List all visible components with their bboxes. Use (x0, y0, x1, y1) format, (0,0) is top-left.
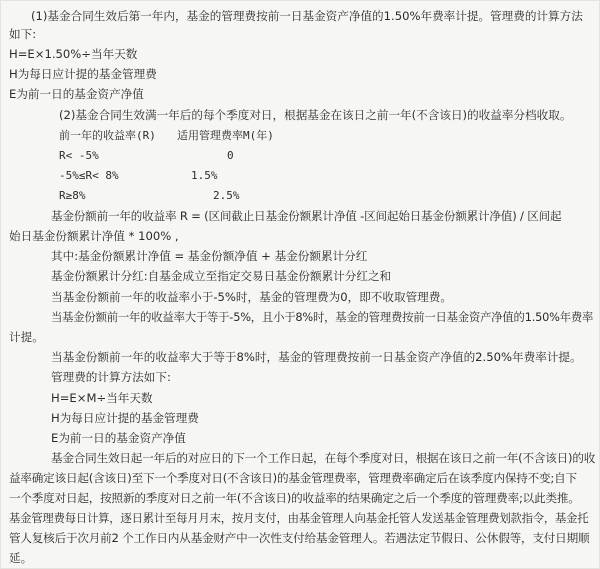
return-formula-line-2: 始日基金份额累计净值 * 100% , (9, 229, 179, 243)
rate-table-row-3-rate: 2.5% (213, 189, 240, 202)
rate-table-row-2-range: -5%≤R< 8% (59, 169, 119, 182)
tier-3-rule: 当基金份额前一年的收益率大于等于8%时，基金的管理费按前一日基金资产净值的2.50%年费率计提。 (51, 350, 582, 364)
rate-table-row-3-range: R≥8% (59, 189, 86, 202)
rate-table-row-1-range: R< -5% (59, 149, 99, 162)
clause-2-line-1: (2)基金合同生效满一年后的每个季度对日，根据基金在该日之前一年(不含该日)的收益率分档收取。 (59, 108, 572, 122)
formula-2: H=E×M÷当年天数 (51, 391, 153, 405)
return-formula-line-1: 基金份额前一年的收益率 R = (区间截止日基金份额累计净值 -区间起始日基金份额累计净值) / 区间起 (51, 209, 562, 223)
adjustment-para-line-3: 一个季度对日起，按照新的季度对日之前一年(不含该日)的收益率的结果确定之后一个季度的管理费率;以此类推。 (9, 491, 580, 505)
formula-1: H=E×1.50%÷当年天数 (9, 47, 138, 61)
payment-para-line-2: 管人复核后于次月前2 个工作日内从基金财产中一次性支付给基金管理人。若遇法定节假日、公休假等，支付日期顺 (9, 531, 590, 545)
formula-1-e-definition: E为前一日的基金资产净值 (9, 87, 144, 101)
cumulative-dividend-definition: 基金份额累计分红:自基金成立至指定交易日基金份额累计分红之和 (51, 269, 392, 283)
rate-table-header-fee-rate: 适用管理费率M(年) (177, 129, 274, 142)
formula-2-e-definition: E为前一日的基金资产净值 (51, 431, 186, 445)
rate-table-header-return: 前一年的收益率(R) (59, 129, 156, 142)
rate-table-row-2-rate: 1.5% (191, 169, 218, 182)
formula-2-h-definition: H为每日应计提的基金管理费 (51, 411, 199, 425)
tier-1-rule: 当基金份额前一年的收益率小于-5%时，基金的管理费为0，即不收取管理费。 (51, 290, 452, 304)
cumulative-nav-definition: 其中:基金份额累计净值 = 基金份额净值 + 基金份额累计分红 (51, 249, 368, 263)
calculation-method-heading: 管理费的计算方法如下: (51, 370, 171, 384)
rate-table-row-1-rate: 0 (227, 149, 234, 162)
payment-para-line-1: 基金管理费每日计算，逐日累计至每月月末，按月支付，由基金管理人向基金托管人发送基金管理费划款指令，基金托 (9, 511, 589, 525)
payment-para-line-3: 延。 (9, 551, 33, 565)
adjustment-para-line-2: 益率确定该日起(含该日)至下一个季度对日(不含该日)的基金管理费率，管理费率确定后在该季度内保持不变;自下 (9, 471, 577, 485)
clause-1-line-1: (1)基金合同生效后第一年内，基金的管理费按前一日基金资产净值的1.50%年费率计提。管理费的计算方法 (31, 9, 583, 23)
adjustment-para-line-1: 基金合同生效日起一年后的对应日的下一个工作日起，在每个季度对日，根据在该日之前一年(不含该日)的收 (51, 451, 596, 465)
tier-2-rule-line-2: 计提。 (9, 330, 44, 344)
tier-2-rule-line-1: 当基金份额前一年的收益率大于等于-5%，且小于8%时，基金的管理费按前一日基金资产净值的1.50%年费率 (51, 310, 594, 324)
clause-1-line-2: 如下: (9, 27, 37, 41)
formula-1-h-definition: H为每日应计提的基金管理费 (9, 67, 157, 81)
